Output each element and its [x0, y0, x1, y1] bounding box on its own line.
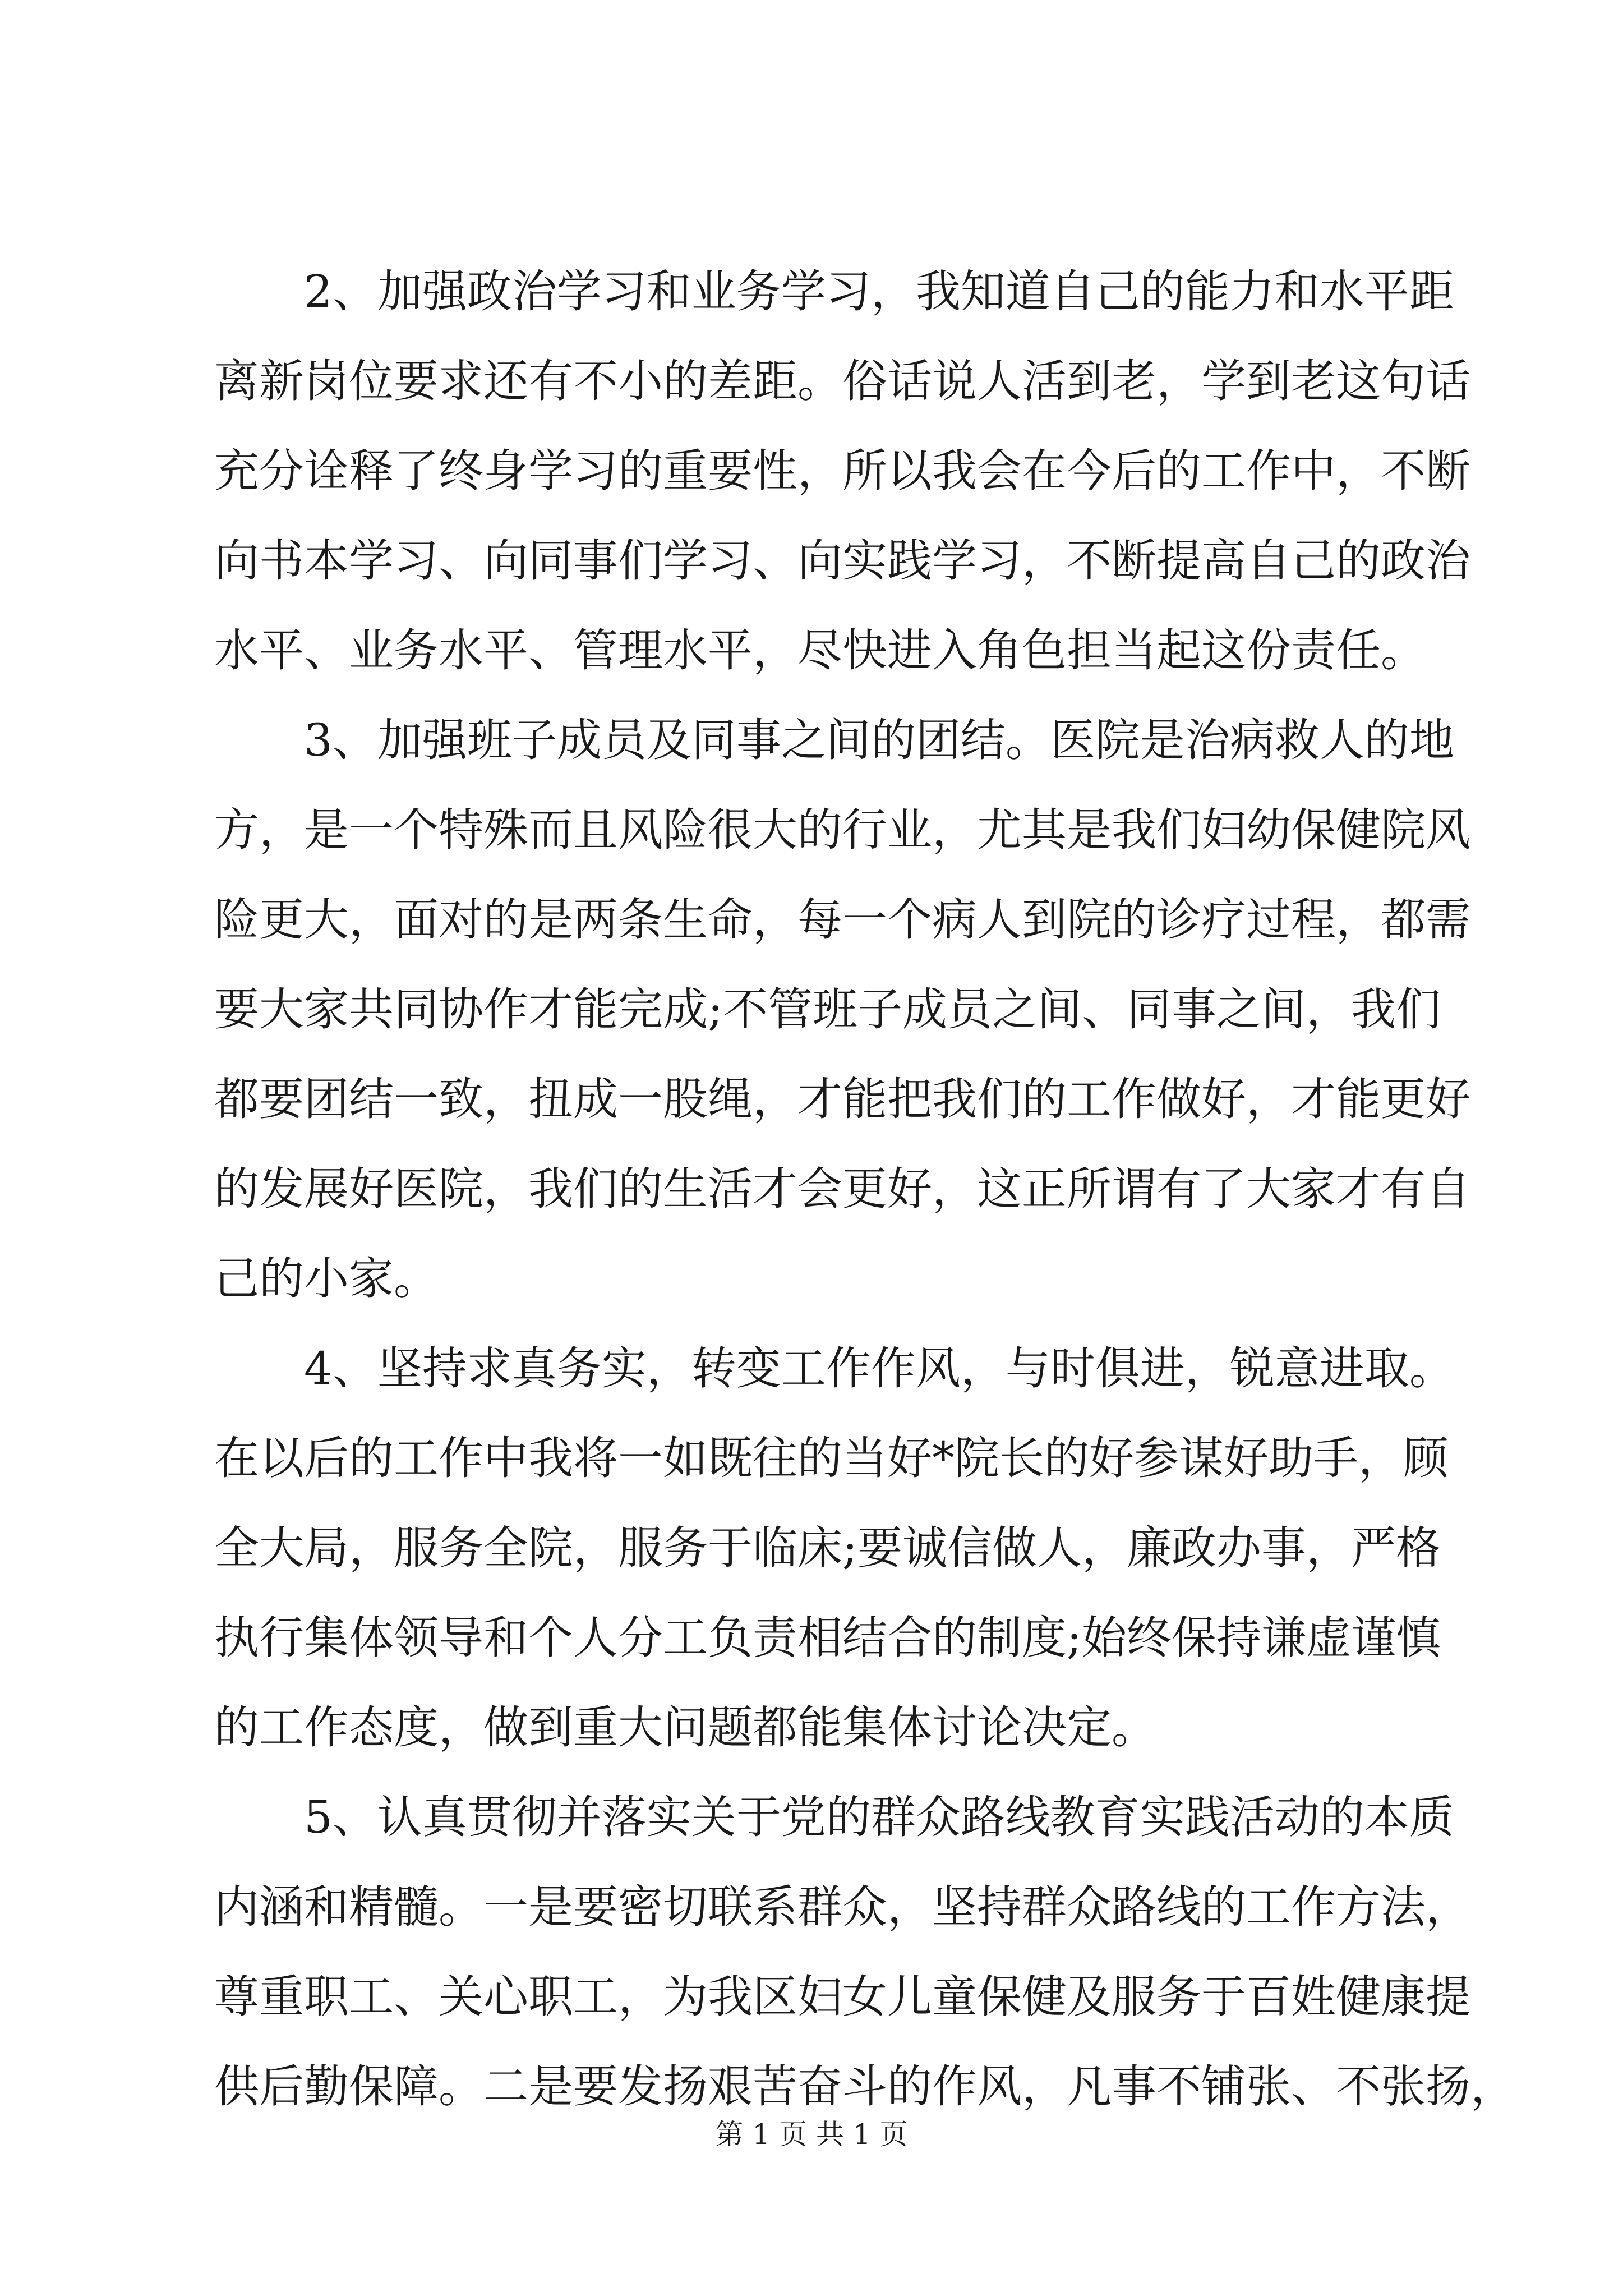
- text-line: 全大局，服务全院，服务于临床;要诚信做人，廉政办事，严格: [214, 1522, 1441, 1574]
- text-line: 都要团结一致，扭成一股绳，才能把我们的工作做好，才能更好: [214, 1073, 1470, 1125]
- paragraph-2: [214, 247, 1470, 696]
- text-line: 的工作态度，做到重大问题都能集体讨论决定。: [214, 1701, 1156, 1754]
- text-line: 己的小家。: [214, 1253, 439, 1305]
- text-line: 在以后的工作中我将一如既往的当好*院长的好参谋好助手，顾: [214, 1432, 1448, 1484]
- paragraph-5: [214, 1773, 1515, 2132]
- text-line: 向书本学习、向同事们学习、向实践学习，不断提高自己的政治: [214, 535, 1470, 587]
- paragraph-3: [214, 696, 1470, 1324]
- text-line: 方，是一个特殊而且风险很大的行业，尤其是我们妇幼保健院风: [214, 804, 1470, 856]
- document-body: [214, 247, 1515, 2132]
- text-line: 5、认真贯彻并落实关于党的群众路线教育实践活动的本质: [304, 1791, 1454, 1843]
- text-line: 离新岗位要求还有不小的差距。俗话说人活到老，学到老这句话: [214, 355, 1470, 407]
- text-line: 2、加强政治学习和业务学习，我知道自己的能力和水平距: [304, 265, 1454, 318]
- text-line: 供后勤保障。二是要发扬艰苦奋斗的作风，凡事不铺张、不张扬，: [214, 2060, 1515, 2113]
- paragraph-4: [214, 1324, 1454, 1773]
- page-footer: [0, 2115, 1623, 2154]
- text-line: 3、加强班子成员及同事之间的团结。医院是治病救人的地: [304, 714, 1454, 766]
- text-line: 4、坚持求真务实，转变工作作风，与时俱进，锐意进取。: [304, 1342, 1454, 1395]
- text-line: 险更大，面对的是两条生命，每一个病人到院的诊疗过程，都需: [214, 894, 1470, 946]
- text-line: 的发展好医院，我们的生活才会更好，这正所谓有了大家才有自: [214, 1163, 1470, 1215]
- text-line: 尊重职工、关心职工，为我区妇女儿童保健及服务于百姓健康提: [214, 1971, 1470, 2023]
- text-line: 水平、业务水平、管理水平，尽快进入角色担当起这份责任。: [214, 624, 1426, 677]
- page-number-label: 第 1 页 共 1 页: [715, 2118, 908, 2151]
- text-line: 内涵和精髓。一是要密切联系群众，坚持群众路线的工作方法，: [214, 1881, 1470, 1933]
- text-line: 充分诠释了终身学习的重要性，所以我会在今后的工作中，不断: [214, 445, 1470, 497]
- text-line: 执行集体领导和个人分工负责相结合的制度;始终保持谦虚谨慎: [214, 1612, 1441, 1664]
- text-line: 要大家共同协作才能完成;不管班子成员之间、同事之间，我们: [214, 983, 1441, 1036]
